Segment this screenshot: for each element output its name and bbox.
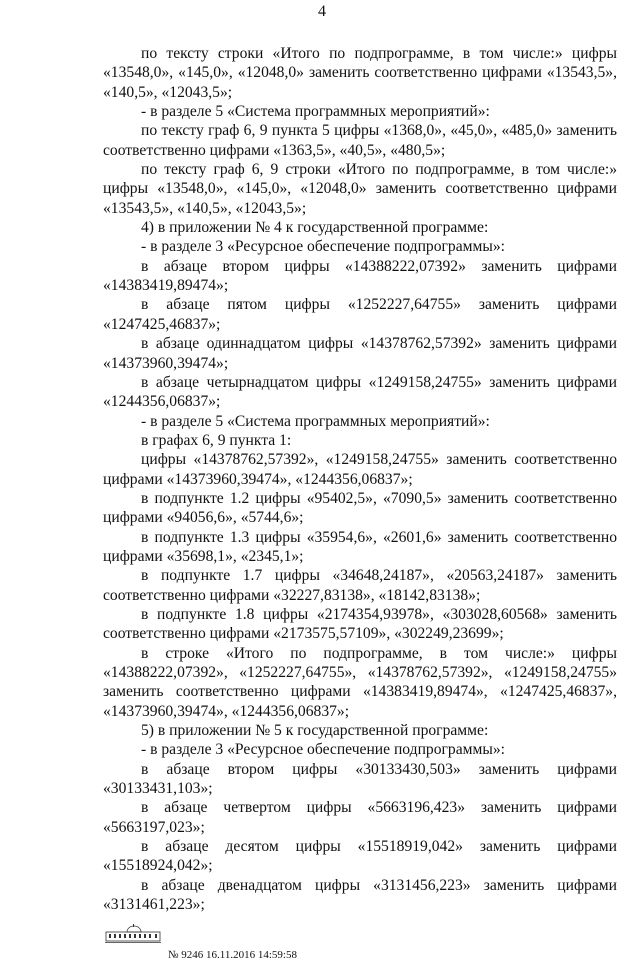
text-line: 5) в приложении № 5 к государственной программе: xyxy=(141,722,489,740)
text-line: «14388222,07392», «1252227,64755», «14378762,57392», «1249158,24755» xyxy=(103,664,617,681)
text-line: «13548,0», «145,0», «12048,0» заменить соответственно цифрами «13543,5», xyxy=(103,64,617,82)
text-line: в абзаце втором цифры «14388222,07392» заменить цифрами xyxy=(141,257,617,275)
text-line: «15518924,042»; xyxy=(103,857,213,875)
text-line: «14373960,39474», «1244356,06837»; xyxy=(103,702,350,720)
text-line: «5663197,023»; xyxy=(103,818,205,836)
text-line: «14383419,89474»; xyxy=(103,277,229,295)
text-line: «30133431,103»; xyxy=(103,780,213,798)
footer xyxy=(105,924,640,969)
text-line: соответственно цифрами «32227,83138», «18142,83138»; xyxy=(103,586,481,604)
text-line: «140,5», «12043,5»; xyxy=(103,83,233,101)
text-line: - в разделе 5 «Система программных мероприятий»: xyxy=(141,412,490,430)
text-line: цифрами «14373960,39474», «1244356,06837»; xyxy=(103,470,413,488)
text-line: соответственно цифрами «1363,5», «40,5», «480,5»; xyxy=(103,141,446,159)
text-line: по тексту граф 6, 9 пункта 5 цифры «1368,0», «45,0», «485,0» заменить xyxy=(141,122,617,140)
text-line: «3131461,223»; xyxy=(103,896,205,914)
text-line: в строке «Итого по подпрограмме, в том числе:» цифры xyxy=(141,644,617,662)
text-line: цифрами «35698,1», «2345,1»; xyxy=(103,547,304,565)
text-line: - в разделе 3 «Ресурсное обеспечение подпрограммы»: xyxy=(141,238,505,256)
parliament-building-logo xyxy=(105,924,161,944)
registration-stamp: № 9246 16.11.2016 14:59:58 xyxy=(168,949,297,962)
text-line: заменить соответственно цифрами «14383419,89474», «1247425,46837», xyxy=(103,683,617,701)
text-line: в абзаце одиннадцатом цифры «14378762,57392» заменить цифрами xyxy=(141,335,617,353)
text-line: цифры «14378762,57392», «1249158,24755» заменить соответственно xyxy=(141,451,617,469)
text-line: в подпункте 1.7 цифры «34648,24187», «20563,24187» заменить xyxy=(141,567,617,585)
document-body xyxy=(103,0,617,914)
text-line: в абзаце четырнадцатом цифры «1249158,24755» заменить цифрами xyxy=(141,373,617,391)
text-line: в графах 6, 9 пункта 1: xyxy=(141,431,292,449)
text-line: в абзаце десятом цифры «15518919,042» заменить цифрами xyxy=(141,838,617,856)
text-line: в подпункте 1.8 цифры «2174354,93978», «303028,60568» заменить xyxy=(141,605,617,623)
text-line: 4) в приложении № 4 к государственной программе: xyxy=(141,219,489,237)
text-line: - в разделе 5 «Система программных мероприятий»: xyxy=(141,103,490,121)
text-line: в абзаце двенадцатом цифры «3131456,223» заменить цифрами xyxy=(141,876,617,894)
text-line: в абзаце втором цифры «30133430,503» заменить цифрами xyxy=(141,760,617,778)
text-line: - в разделе 3 «Ресурсное обеспечение подпрограммы»: xyxy=(141,741,505,759)
text-line: «14373960,39474»; xyxy=(103,354,229,372)
text-line: «13543,5», «140,5», «12043,5»; xyxy=(103,199,307,217)
text-line: в подпункте 1.2 цифры «95402,5», «7090,5» заменить соответственно xyxy=(141,489,617,507)
text-line: цифрами «94056,6», «5744,6»; xyxy=(103,509,304,527)
page-number: 4 xyxy=(318,3,326,20)
text-line: «1244356,06837»; xyxy=(103,393,221,411)
text-line: по тексту строки «Итого по подпрограмме, в том числе:» цифры xyxy=(141,45,617,62)
text-line: соответственно цифрами «2173575,57109», «302249,23699»; xyxy=(103,625,504,643)
text-line: по тексту граф 6, 9 строки «Итого по подпрограмме, в том числе:» xyxy=(141,161,617,179)
text-line: в подпункте 1.3 цифры «35954,6», «2601,6» заменить соответственно xyxy=(141,528,617,546)
text-line: цифры «13548,0», «145,0», «12048,0» заменить соответственно цифрами xyxy=(103,180,617,198)
text-line: в абзаце пятом цифры «1252227,64755» заменить цифрами xyxy=(141,296,617,314)
text-line: «1247425,46837»; xyxy=(103,315,221,333)
text-line: в абзаце четвертом цифры «5663196,423» заменить цифрами xyxy=(141,799,617,817)
